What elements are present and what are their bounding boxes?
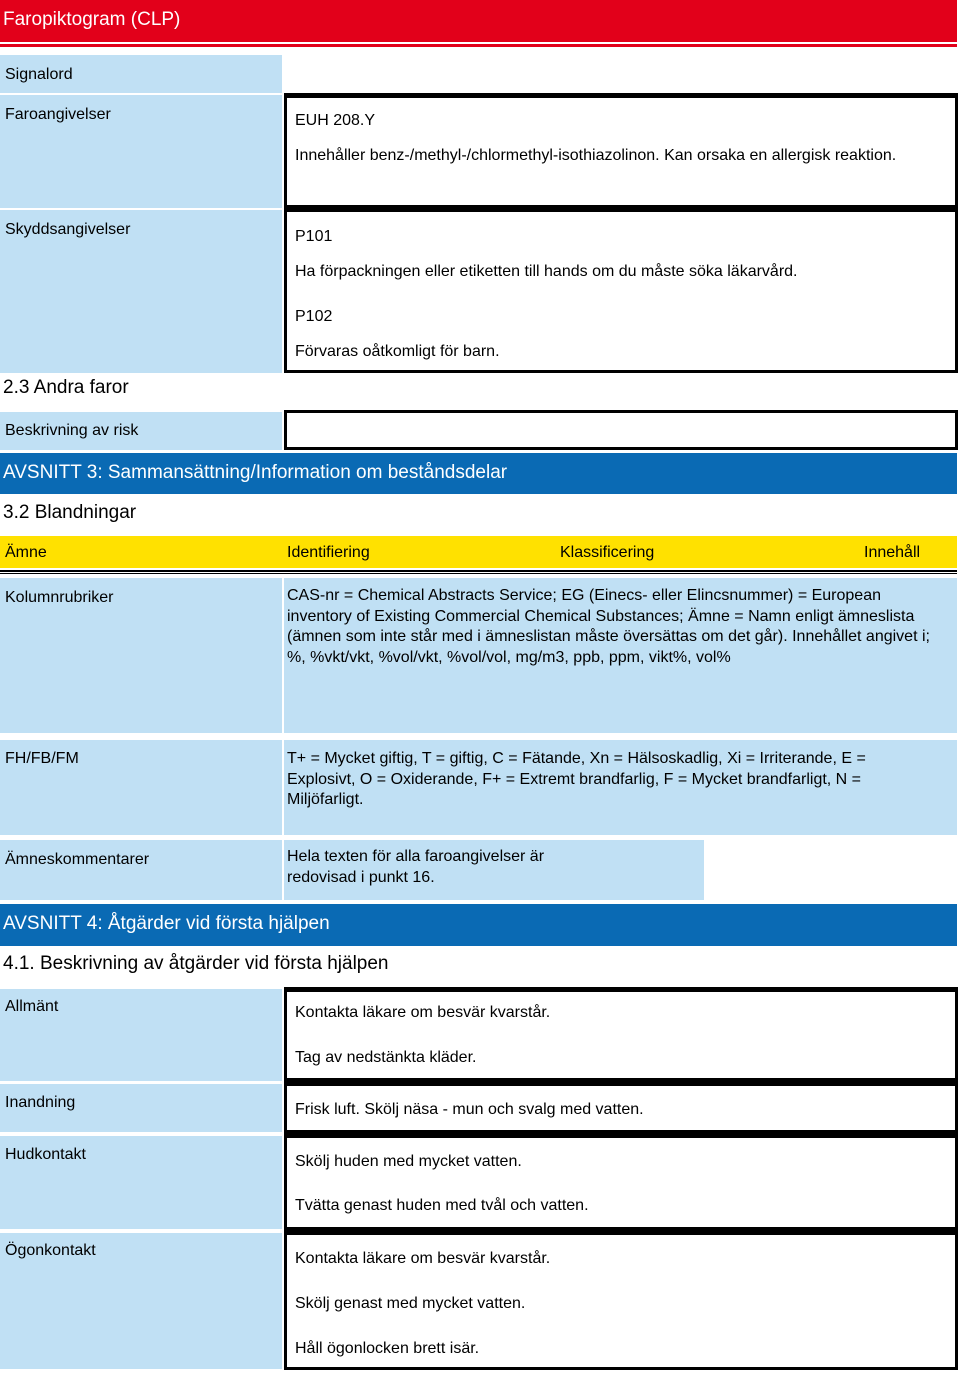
section-3-header: AVSNITT 3: Sammansättning/Information om beståndsdelar: [0, 453, 957, 494]
column-header-amne: Ämne: [5, 544, 47, 561]
allmant-line: Kontakta läkare om besvär kvarstår.: [295, 1004, 551, 1021]
hudkontakt-line: Skölj huden med mycket vatten.: [295, 1153, 522, 1170]
allmant-box: [284, 987, 958, 1081]
kolumnrubriker-label: Kolumnrubriker: [0, 578, 282, 733]
fhfbfm-text: T+ = Mycket giftig, T = giftig, C = Fätande, Xn = Hälsoskadlig, Xi = Irriterande, E = Explosivt, O = Oxiderande, F+ = Extremt brandfarlig, F = Mycket brandfarligt, N = Miljöfarligt.: [287, 750, 866, 809]
hazard-statement: Innehåller benz-/methyl-/chlormethyl-isothiazolinon. Kan orsaka en allergisk reaktion.: [295, 147, 897, 164]
precaution-statement: Ha förpackningen eller etiketten till hands om du måste söka läkarvård.: [295, 263, 798, 280]
fhfbfm-cell: [284, 740, 957, 835]
forsta-hjalpen-heading: 4.1. Beskrivning av åtgärder vid första hjälpen: [3, 953, 389, 974]
column-header-identifiering: Identifiering: [287, 544, 370, 561]
amneskommentarer-text: Hela texten för alla faroangivelser är redovisad i punkt 16.: [287, 848, 545, 886]
column-header-bar: [0, 536, 957, 568]
signalord-label: Signalord: [0, 55, 282, 93]
clp-title: Faropiktogram (CLP): [0, 0, 957, 42]
precaution-code: P101: [295, 228, 333, 245]
fhfbfm-label: FH/FB/FM: [0, 740, 282, 835]
amneskommentarer-label: Ämneskommentarer: [0, 840, 282, 900]
skyddsangivelser-label: Skyddsangivelser: [0, 210, 282, 373]
inandning-label: Inandning: [0, 1084, 282, 1132]
kolumnrubriker-text: CAS-nr = Chemical Abstracts Service; EG (Einecs- eller Elincsnummer) = European inventory of Existing Commercial Chemical Substances; Ämne = Namn enligt ämneslista (ämnen som inte står med i ämneslistan måste översättas om det går). Innehållet angivet i; %, %vkt/vkt, %vol/vkt, %vol/vol, mg/m3, ppb, ppm, vikt%, vol%: [287, 587, 930, 667]
ogonkontakt-line: Håll ögonlocken brett isär.: [295, 1340, 480, 1357]
allmant-label: Allmänt: [0, 989, 282, 1081]
risk-box: [284, 410, 958, 450]
kolumnrubriker-cell: [284, 578, 957, 733]
ogonkontakt-line: Skölj genast med mycket vatten.: [295, 1295, 526, 1312]
column-header-innehall: Innehåll: [864, 544, 921, 561]
precaution-code: P102: [295, 308, 333, 325]
risk-label: Beskrivning av risk: [0, 412, 282, 450]
header-rule: [0, 570, 957, 572]
column-header-klassificering: Klassificering: [560, 544, 655, 561]
ogonkontakt-label: Ögonkontakt: [0, 1233, 282, 1369]
ogonkontakt-box: [284, 1230, 958, 1370]
precaution-statement: Förvaras oåtkomligt för barn.: [295, 343, 500, 360]
allmant-line: Tag av nedstänkta kläder.: [295, 1049, 477, 1066]
title-underline: [0, 44, 957, 47]
hudkontakt-label: Hudkontakt: [0, 1136, 282, 1229]
inandning-line: Frisk luft. Skölj näsa - mun och svalg med vatten.: [295, 1101, 644, 1118]
hudkontakt-box: [284, 1133, 958, 1230]
faroangivelser-label: Faroangivelser: [0, 95, 282, 208]
hudkontakt-line: Tvätta genast huden med tvål och vatten.: [295, 1197, 589, 1214]
hazard-code: EUH 208.Y: [295, 112, 376, 129]
skyddsangivelser-box: [284, 207, 958, 373]
inandning-box: [284, 1081, 958, 1133]
amneskommentarer-cell: [284, 840, 704, 900]
section-4-header: AVSNITT 4: Åtgärder vid första hjälpen: [0, 904, 957, 946]
andra-faror-heading: 2.3 Andra faror: [3, 377, 129, 398]
blandningar-heading: 3.2 Blandningar: [3, 502, 137, 523]
header-rule: [0, 573, 957, 574]
faroangivelser-box: [284, 93, 958, 208]
ogonkontakt-line: Kontakta läkare om besvär kvarstår.: [295, 1250, 551, 1267]
